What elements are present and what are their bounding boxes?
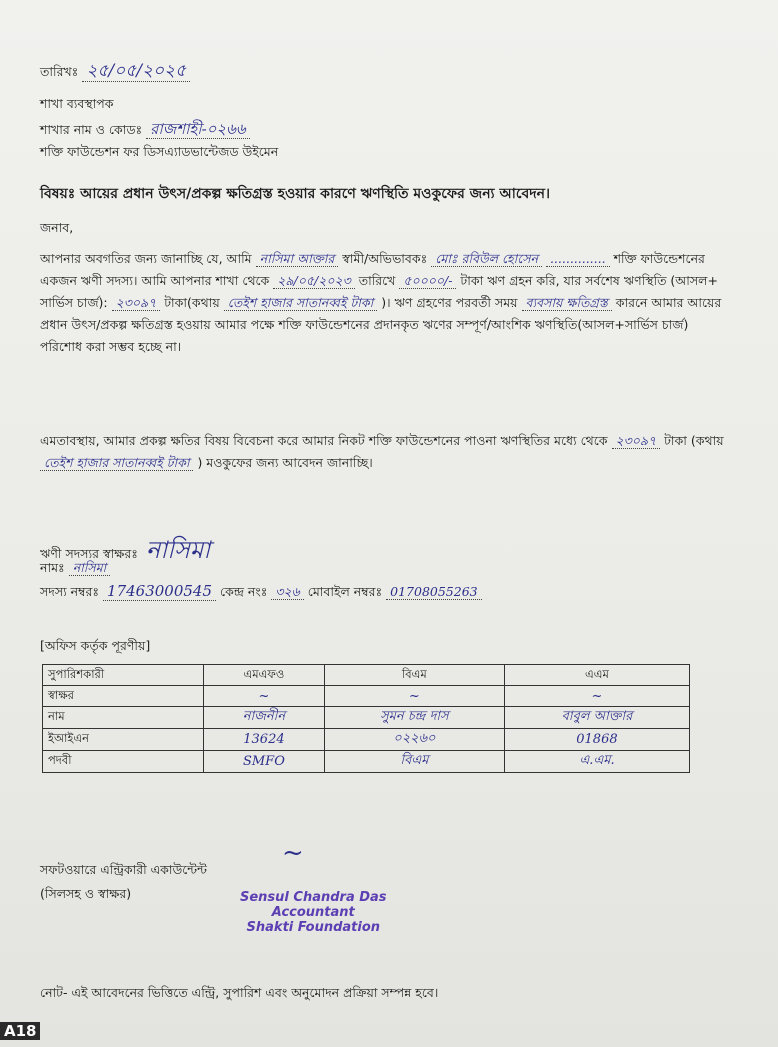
reason-value: ব্যবসায় ক্ষতিগ্রস্ত: [522, 295, 612, 311]
center-value: ৩২৬: [271, 584, 303, 600]
table-cell: 01868: [504, 729, 689, 751]
corner-label: A18: [0, 1022, 40, 1040]
balance-words-value: তেইশ হাজার সাতানব্বই টাকা: [224, 295, 377, 311]
recipient-title: শাখা ব্যবস্থাপক: [40, 96, 114, 111]
table-cell: বিএম: [324, 665, 504, 686]
office-use-label: [অফিস কর্তৃক পূরণীয়]: [40, 638, 151, 653]
para2-text-3: ) মওকুফের জন্য আবেদন জানাচ্ছি।: [197, 455, 373, 470]
table-cell: বাবুল আক্তার: [504, 707, 689, 729]
branch-label: শাখার নাম ও কোডঃ: [40, 122, 143, 137]
member-number: 17463000545: [103, 582, 216, 601]
table-cell: এএম: [504, 665, 689, 686]
table-cell: সুপারিশকারী: [43, 665, 204, 686]
mobile-label: মোবাইল নম্বরঃ: [307, 584, 383, 599]
table-cell: ~: [324, 686, 504, 707]
accountant-seal-note: (সিলসহ ও স্বাক্ষর): [40, 886, 132, 901]
member-name-line: [40, 560, 110, 580]
mobile-value: 01708055263: [386, 584, 481, 600]
date-value: ২৫/০৫/২০২৫: [82, 61, 190, 82]
accountant-title: সফটওয়ারে এন্ট্রিকারী একাউন্টেন্ট: [40, 862, 207, 877]
para1-text-3: শক্তি ফাউন্ডেশনের একজন ঋণী সদস্য। আমি আপনার শাখা থেকে: [40, 251, 705, 288]
member-number-label: সদস্য নম্বরঃ: [40, 584, 100, 599]
waiver-amount-words-value: তেইশ হাজার সাতানব্বই টাকা: [40, 455, 193, 471]
member-signature-label: ঋণী সদস্যর স্বাক্ষরঃ: [40, 546, 138, 561]
table-row: [43, 665, 690, 686]
para1-text-7: )। ঋণ গ্রহণের পরবর্তী সময়: [381, 295, 518, 310]
branch-value: রাজশাহী-০২৬৬: [146, 120, 250, 139]
para1-text-5: টাকা ঋণ গ্রহন করি, যার সর্বশেষ ঋণস্থিতি (আসল+ সার্ভিস চার্জ):: [40, 273, 718, 310]
table-cell: 13624: [204, 729, 325, 751]
loan-amount-value: ৫০০০০/-: [399, 273, 456, 289]
loan-date-value: ২৯/০৫/২০২৩: [273, 273, 354, 289]
table-cell: সুমন চন্দ্র দাস: [324, 707, 504, 729]
waiver-amount-value: ২৩০৯৭: [612, 433, 661, 449]
para2-text-2: টাকা (কথায়: [664, 433, 724, 448]
accountant-signature: ~: [282, 838, 304, 868]
table-cell: ~: [504, 686, 689, 707]
organization-line: শক্তি ফাউন্ডেশন ফর ডিসএ্যাডভান্টেজড উইমেন: [40, 144, 279, 159]
member-signature: নাসিমা: [145, 536, 211, 564]
table-cell: এমএফও: [204, 665, 325, 686]
salutation: জনাব,: [40, 220, 74, 235]
member-name-value: নাসিমা আক্তার: [256, 251, 339, 267]
office-table: [42, 664, 690, 773]
member-name-label: নামঃ: [40, 560, 65, 575]
para2-text-1: এমতাবস্থায়, আমার প্রকল্প ক্ষতির বিষয় বিবেচনা করে আমার নিকট শক্তি ফাউন্ডেশনের পাওনা ঋণস্থিতির মধ্যে থেকে: [40, 433, 608, 448]
para1-text-2: স্বামী/অভিভাবকঃ: [342, 251, 428, 266]
footnote: নোট- এই আবেদনের ভিত্তিতে এন্ট্রি, সুপারিশ এবং অনুমোদন প্রক্রিয়া সম্পন্ন হবে।: [40, 985, 439, 1000]
table-cell: নাম: [43, 707, 204, 729]
table-cell: SMFO: [204, 751, 325, 773]
guardian-value: মোঃ রবিউল হোসেন: [431, 251, 542, 267]
table-row: [43, 686, 690, 707]
stamp-name: Sensul Chandra Das: [240, 890, 387, 905]
table-cell: ০২২৬০: [324, 729, 504, 751]
paragraph-2: [40, 430, 730, 474]
blank-field: ..............: [546, 251, 610, 267]
stamp-org: Shakti Foundation: [246, 920, 381, 935]
subject-line: বিষয়ঃ আয়ের প্রধান উৎস/প্রকল্প ক্ষতিগ্রস্ত হওয়ার কারণে ঋণস্থিতি মওকুফের জন্য আবেদন।: [40, 186, 550, 202]
center-label: কেন্দ্র নংঃ: [220, 584, 268, 599]
table-cell: স্বাক্ষর: [43, 686, 204, 707]
date-label: তারিখঃ: [40, 64, 79, 79]
table-cell: ~: [204, 686, 325, 707]
para1-text-8: কারনে আমার আয়ের প্রধান উৎস/প্রকল্প ক্ষতিগ্রস্ত হওয়ায় আমার পক্ষে শক্তি ফাউন্ডেশনের প্রদানকৃত ঋণের সম্পূর্ণ/আংশিক ঋণস্থিতি(আসল+সার্ভিস চার্জ) পরিশোধ করা সম্ভব হচ্ছে না।: [40, 295, 722, 354]
table-cell: পদবী: [43, 751, 204, 773]
date-line: [40, 58, 190, 86]
table-cell: এ.এম.: [504, 751, 689, 773]
balance-value: ২৩০৯৭: [112, 295, 161, 311]
paragraph-1: [40, 248, 730, 358]
table-cell: নাজনীন: [204, 707, 325, 729]
table-row: [43, 729, 690, 751]
table-cell: বিএম: [324, 751, 504, 773]
para1-text-1: আপনার অবগতির জন্য জানাচ্ছি যে, আমি: [40, 251, 252, 266]
para1-text-4: তারিখে: [358, 273, 396, 288]
table-cell: ইআইএন: [43, 729, 204, 751]
branch-line: [40, 118, 250, 143]
table-row: [43, 707, 690, 729]
accountant-stamp: [240, 890, 387, 935]
stamp-role: Accountant: [271, 905, 355, 920]
table-row: [43, 751, 690, 773]
para1-text-6: টাকা(কথায়: [164, 295, 220, 310]
member-number-line: [40, 582, 482, 604]
member-name: নাসিমা: [69, 560, 111, 576]
